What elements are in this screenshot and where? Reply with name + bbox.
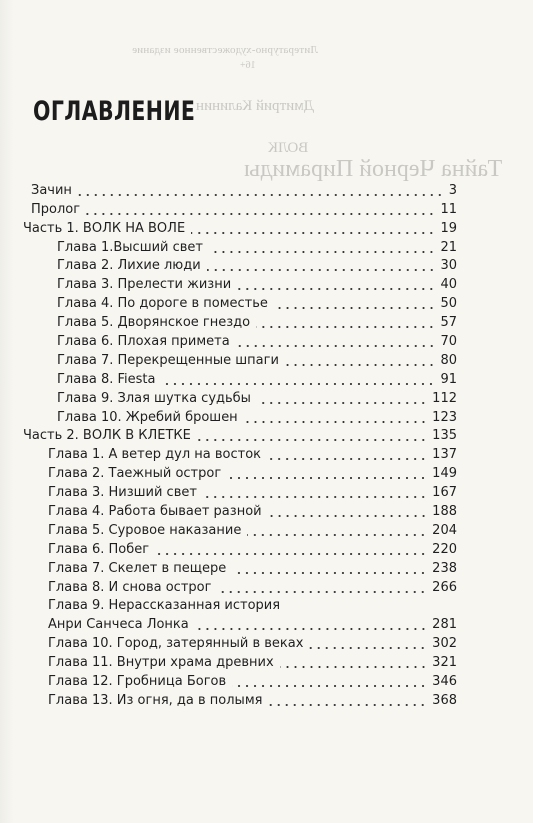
show-through-text: ВОЛК [268, 140, 309, 156]
show-through-text: Литературно-художественное издание [132, 44, 318, 56]
dot-leader [191, 232, 435, 234]
dot-leader [86, 213, 435, 215]
toc-page-number: 321 [432, 655, 457, 671]
toc-entry [0, 444, 533, 463]
toc-entry-title: Зачин [31, 182, 72, 198]
toc-entry-title: Глава 4. Работа бывает разной [48, 504, 262, 520]
toc-entry [0, 671, 533, 690]
toc-entry [0, 199, 533, 218]
toc-entry [0, 218, 533, 237]
toc-entry-title: Глава 9. Нерассказанная история [48, 598, 281, 614]
toc-entry-title: Глава 5. Суровое наказание [48, 522, 242, 538]
toc-entry-title: Глава 9. Злая шутка судьбы [57, 390, 251, 406]
dot-leader [195, 628, 427, 630]
dot-leader [209, 251, 435, 253]
toc-page-number: 238 [432, 560, 457, 576]
table-of-contents [0, 180, 533, 709]
dot-leader [280, 666, 428, 668]
toc-entry [0, 633, 533, 652]
toc-page-number: 137 [432, 447, 457, 463]
toc-page-number: 368 [432, 692, 457, 708]
toc-entry-title: Глава 12. Гробница Богов [48, 674, 227, 690]
toc-entry [0, 577, 533, 596]
dot-leader [203, 496, 427, 498]
toc-page-number: 220 [432, 541, 457, 557]
toc-entry-title: Глава 11. Внутри храма древних [48, 655, 274, 671]
toc-entry [0, 652, 533, 671]
toc-entry [0, 482, 533, 501]
toc-entry [0, 256, 533, 275]
toc-entry [0, 426, 533, 445]
dot-leader [232, 572, 427, 574]
toc-page-number: 3 [448, 182, 457, 198]
toc-entry-title: Глава 7. Скелет в пещере [48, 560, 227, 576]
toc-page-number: 112 [432, 390, 457, 406]
toc-entry [0, 331, 533, 350]
toc-entry [0, 596, 533, 615]
toc-entry-title: Глава 1.Высший свет [57, 239, 204, 255]
toc-entry-title: Глава 13. Из огня, да в полымя [48, 692, 263, 708]
toc-entry-title: Пролог [31, 201, 81, 217]
toc-page-number: 123 [432, 409, 457, 425]
toc-page-number: 346 [432, 674, 457, 690]
toc-entry-title: Глава 8. Fiesta [57, 371, 156, 387]
toc-entry [0, 350, 533, 369]
dot-leader [244, 421, 427, 423]
toc-page-number: 40 [440, 277, 457, 293]
dot-leader [232, 685, 427, 687]
toc-page-number: 281 [432, 617, 457, 633]
toc-entry [0, 558, 533, 577]
toc-entry-title: Глава 10. Жребий брошен [57, 409, 238, 425]
toc-page-number: 57 [440, 315, 457, 331]
dot-leader [78, 194, 444, 196]
dot-leader [155, 553, 427, 555]
dot-leader [257, 402, 427, 404]
toc-page-number: 11 [440, 201, 457, 217]
toc-entry [0, 312, 533, 331]
toc-entry-title: Часть 2. ВОЛК В КЛЕТКЕ [23, 428, 191, 444]
toc-page-number: 188 [432, 504, 457, 520]
toc-page-number: 19 [440, 220, 457, 236]
toc-entry [0, 388, 533, 407]
dot-leader [247, 534, 427, 536]
toc-entry-title: Глава 6. Побег [48, 541, 150, 557]
page-title: ОГЛАВЛЕНИЕ [33, 96, 196, 127]
toc-entry [0, 274, 533, 293]
toc-entry-title: Глава 6. Плохая примета [57, 334, 230, 350]
toc-page-number: 204 [432, 522, 457, 538]
toc-page-number: 91 [440, 371, 457, 387]
toc-page-number: 30 [440, 258, 457, 274]
dot-leader [256, 326, 435, 328]
toc-entry [0, 539, 533, 558]
dot-leader [161, 383, 435, 385]
dot-leader [268, 704, 427, 706]
toc-page-number: 149 [432, 466, 457, 482]
toc-entry [0, 501, 533, 520]
toc-page-number: 302 [432, 636, 457, 652]
toc-entry-title: Часть 1. ВОЛК НА ВОЛЕ [23, 220, 186, 236]
toc-entry-title: Глава 3. Низший свет [48, 485, 197, 501]
toc-entry-title: Глава 4. По дороге в поместье [57, 296, 268, 312]
dot-leader [207, 269, 436, 271]
toc-entry-title: Глава 3. Прелести жизни [57, 277, 232, 293]
show-through-text: Дмитрий Калинин [196, 98, 314, 114]
dot-leader [217, 591, 427, 593]
toc-entry-title: Глава 7. Перекрещенные шпаги [57, 352, 279, 368]
dot-leader [237, 288, 435, 290]
toc-entry [0, 520, 533, 539]
toc-page-number: 266 [432, 579, 457, 595]
toc-page-number: 70 [440, 334, 457, 350]
toc-entry-title: Глава 8. И снова острог [48, 579, 212, 595]
toc-entry-title: Глава 2. Лихие люди [57, 258, 201, 274]
dot-leader [236, 345, 436, 347]
toc-entry [0, 690, 533, 709]
toc-page-number: 167 [432, 485, 457, 501]
toc-entry-title: Глава 10. Город, затерянный в веках [48, 636, 304, 652]
toc-entry [0, 407, 533, 426]
toc-entry [0, 180, 533, 199]
dot-leader [285, 364, 436, 366]
toc-entry-title: Глава 5. Дворянское гнездо [57, 315, 251, 331]
dot-leader [274, 307, 436, 309]
toc-entry [0, 369, 533, 388]
show-through-text: 16+ [240, 60, 256, 71]
show-through-text: Тайна Черной Пирамиды [244, 156, 503, 182]
toc-entry-title: Глава 2. Таежный острог [48, 466, 222, 482]
dot-leader [309, 647, 427, 649]
toc-page-number: 80 [440, 352, 457, 368]
dot-leader [267, 458, 427, 460]
toc-entry [0, 237, 533, 256]
dot-leader [227, 477, 427, 479]
toc-page-number: 21 [440, 239, 457, 255]
toc-entry-title: Глава 1. А ветер дул на восток [48, 447, 262, 463]
toc-entry [0, 463, 533, 482]
toc-entry-title: Анри Санчеса Лонка [48, 617, 189, 633]
toc-entry [0, 293, 533, 312]
toc-page-number: 50 [440, 296, 457, 312]
toc-entry [0, 614, 533, 633]
dot-leader [197, 439, 427, 441]
dot-leader [268, 515, 428, 517]
toc-page-number: 135 [432, 428, 457, 444]
